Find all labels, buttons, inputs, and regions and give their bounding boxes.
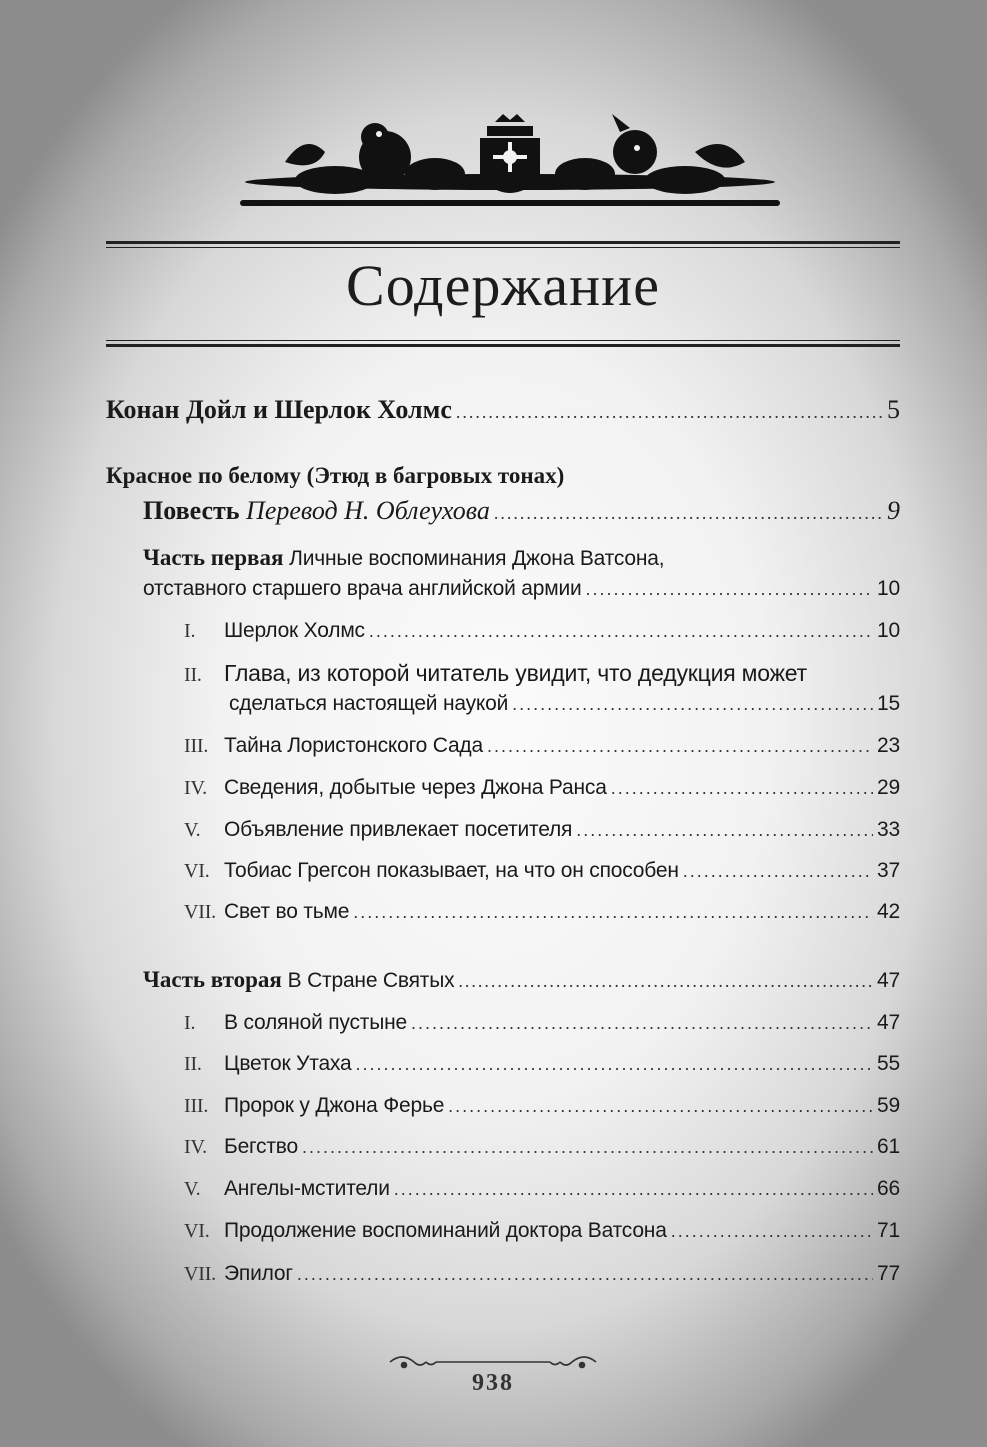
page-ref: 33 bbox=[877, 818, 900, 841]
page-footer bbox=[380, 1352, 606, 1402]
flourish-ornament bbox=[380, 1352, 606, 1372]
page-ref: 55 bbox=[877, 1052, 900, 1075]
toc-entry[interactable]: Часть вторая В Стране Святых ..... 47 bbox=[143, 966, 900, 995]
chapter-entry[interactable]: VI. Тобиас Грегсон показывает, на что он способен ..... 37 bbox=[184, 857, 900, 885]
chapter-entry-line1: II. Глава, из которой читатель увидит, что дедукция может bbox=[184, 660, 807, 686]
title-rule-top bbox=[106, 241, 900, 248]
page-ref: 66 bbox=[877, 1177, 900, 1200]
toc-entry[interactable]: отставного старшего врача английской армии ..... 10 bbox=[143, 575, 900, 603]
page-ref: 37 bbox=[877, 859, 900, 882]
page-ref: 42 bbox=[877, 900, 900, 923]
leader-dots bbox=[353, 898, 873, 926]
title-rule-bottom bbox=[106, 340, 900, 347]
page-ref: 61 bbox=[877, 1135, 900, 1158]
chapter-entry[interactable]: V. Ангелы-мстители ..... 66 bbox=[184, 1175, 900, 1203]
chapter-entry[interactable]: VII. Свет во тьме ..... 42 bbox=[184, 898, 900, 926]
leader-dots bbox=[512, 690, 873, 718]
toc-entry-line1: Часть первая Личные воспоминания Джона Ватсона, bbox=[143, 545, 665, 570]
leader-dots bbox=[683, 857, 873, 885]
page-title: Содержание bbox=[346, 253, 660, 318]
leader-dots bbox=[487, 732, 873, 760]
page-ref: 10 bbox=[877, 577, 900, 600]
chapter-entry[interactable]: V. Объявление привлекает посетителя ..... 33 bbox=[184, 816, 900, 844]
leader-dots bbox=[411, 1009, 873, 1037]
chapter-entry[interactable]: III. Тайна Лористонского Сада ..... 23 bbox=[184, 732, 900, 760]
page-ref: 59 bbox=[877, 1094, 900, 1117]
page-ref: 47 bbox=[877, 969, 900, 992]
leader-dots bbox=[448, 1092, 873, 1120]
chapter-entry[interactable]: IV. Бегство ..... 61 bbox=[184, 1133, 900, 1161]
page-ref: 5 bbox=[887, 395, 900, 424]
chapter-entry[interactable]: I. Шерлок Холмс ..... 10 bbox=[184, 617, 900, 645]
leader-dots bbox=[297, 1260, 873, 1288]
leader-dots bbox=[671, 1217, 873, 1245]
page-number: 938 bbox=[472, 1370, 514, 1396]
chapter-entry[interactable]: I. В соляной пустыне ..... 47 bbox=[184, 1009, 900, 1037]
leader-dots bbox=[302, 1133, 873, 1161]
page-ref: 23 bbox=[877, 734, 900, 757]
chapter-entry[interactable]: III. Пророк у Джона Ферье ..... 59 bbox=[184, 1092, 900, 1120]
chapter-entry[interactable]: IV. Сведения, добытые через Джона Ранса ..... 29 bbox=[184, 774, 900, 802]
page-ref: 29 bbox=[877, 776, 900, 799]
leader-dots bbox=[456, 398, 883, 426]
chapter-entry[interactable]: II. Цветок Утаха ..... 55 bbox=[184, 1050, 900, 1078]
leader-dots bbox=[576, 816, 873, 844]
chapter-entry[interactable]: сделаться настоящей наукой ..... 15 bbox=[229, 690, 900, 718]
page-ref: 77 bbox=[877, 1262, 900, 1285]
leader-dots bbox=[586, 575, 874, 603]
page-ref: 71 bbox=[877, 1219, 900, 1242]
page-ref: 47 bbox=[877, 1011, 900, 1034]
page-ref: 9 bbox=[887, 496, 900, 525]
royal-coat-of-arms-ornament bbox=[225, 112, 795, 224]
chapter-entry[interactable]: VII. Эпилог ..... 77 bbox=[184, 1260, 900, 1288]
leader-dots bbox=[394, 1175, 873, 1203]
toc-entry[interactable]: Повесть Перевод Н. Облеухова ..... 9 bbox=[143, 497, 900, 527]
leader-dots bbox=[458, 967, 873, 995]
chapter-entry[interactable]: VI. Продолжение воспоминаний доктора Ватсона ..... 71 bbox=[184, 1217, 900, 1245]
leader-dots bbox=[611, 774, 873, 802]
toc-entry[interactable]: Конан Дойл и Шерлок Холмс ..... 5 bbox=[106, 396, 900, 426]
leader-dots bbox=[355, 1050, 873, 1078]
toc-heading: Красное по белому (Этюд в багровых тонах) bbox=[106, 463, 565, 488]
leader-dots bbox=[369, 617, 873, 645]
leader-dots bbox=[494, 499, 883, 527]
page-ref: 15 bbox=[877, 692, 900, 715]
page-ref: 10 bbox=[877, 619, 900, 642]
